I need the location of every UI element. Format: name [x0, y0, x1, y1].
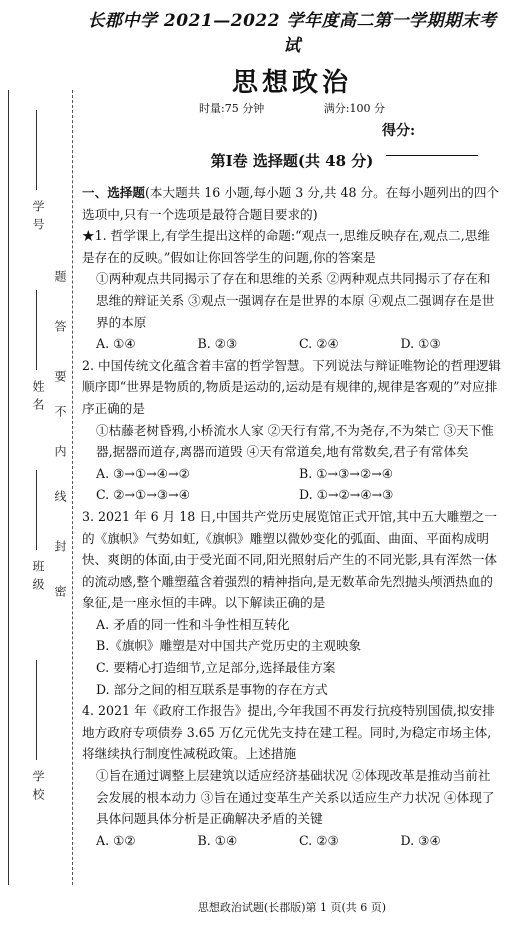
binding-margin: [0, 0, 78, 925]
question-2-options-row-1: [82, 463, 502, 485]
seal-char-3: 要: [53, 370, 67, 388]
field-class: 班级: [31, 560, 45, 596]
question-3-option-c[interactable]: C. 要精心打造细节,立足部分,选择最佳方案: [96, 660, 336, 676]
question-3-option-a[interactable]: A. 矛盾的同一性和斗争性相互转化: [96, 616, 290, 632]
exam-full-score: 满分:100 分: [323, 102, 385, 115]
field-class-line: [36, 470, 37, 550]
field-school-line: [36, 660, 37, 760]
question-2-items: ①枯藤老树昏鸦,小桥流水人家 ②天行有常,不为尧存,不为桀亡 ③天下惟器,据器而道存,离器而道毁 ④天有常道矣,地有常数矣,君子有常体矣: [96, 422, 494, 460]
score-label: 得分:: [382, 123, 416, 139]
question-1-option-b[interactable]: B. ②③: [197, 336, 238, 352]
seal-char-7: 封: [53, 540, 67, 558]
question-4-option-a[interactable]: A. ①②: [96, 832, 136, 848]
question-2-option-b[interactable]: B. ①→③→②→④: [299, 465, 394, 481]
question-3-option-d[interactable]: D. 部分之间的相互联系是事物的存在方式: [96, 681, 328, 697]
question-3-option-b[interactable]: B.《旗帜》雕塑是对中国共产党历史的主观映象: [96, 638, 362, 654]
instructions: [82, 182, 502, 225]
field-name: 姓名: [31, 380, 45, 416]
question-1-option-a[interactable]: A. ①④: [96, 336, 136, 352]
field-student-id-line: [36, 110, 37, 190]
question-4-options: [82, 830, 502, 852]
question-4-option-d[interactable]: D. ③④: [400, 832, 441, 848]
seal-char-5: 内: [53, 445, 67, 463]
exam-page: [82, 0, 502, 925]
question-4-stem: 4. 2021 年《政府工作报告》提出,今年我国不再发行抗疫特别国债,拟安排地方政府专项债券 3.65 万亿元优先支持在建工程。同时,为稳定市场主体,将继续执行制度性减税政策。上述措施: [82, 703, 495, 762]
seal-char-6: 线: [53, 490, 67, 508]
section-title: 第Ⅰ卷 选择题(共 48 分): [210, 152, 374, 170]
question-1-stem: ★1. 哲学课上,有学生提出这样的命题:“观点一,思维反映存在,观点二,思维是存在的反映。”假如让你回答学生的问题,你的答案是: [82, 228, 490, 265]
exam-time: 时量:75 分钟: [199, 102, 265, 115]
question-4-option-b[interactable]: B. ①④: [197, 832, 238, 848]
question-2-options-row-2: [82, 484, 502, 506]
seal-char-4: 不: [53, 405, 67, 423]
seal-char-1: 题: [53, 270, 67, 288]
question-1-items: ①两种观点共同揭示了存在和思维的关系 ②两种观点共同揭示了存在和思维的辩证关系 ③观点一强调存在是世界的本原 ④观点二强调存在是世界的本原: [96, 271, 495, 330]
field-school: 学校: [31, 770, 45, 806]
question-2-option-a[interactable]: A. ③→①→④→②: [96, 465, 190, 481]
seal-char-2: 答: [53, 320, 67, 338]
instructions-head: 一、选择题: [82, 185, 145, 200]
question-4-option-c[interactable]: C. ②③: [299, 832, 339, 848]
seal-char-8: 密: [53, 585, 67, 603]
question-4-items: ①旨在通过调整上层建筑以适应经济基础状况 ②体现改革是推动当前社会发展的根本动力 ③旨在通过变革生产关系以适应生产力状况 ④体现了具体问题具体分析是正确解决矛盾的关键: [96, 768, 495, 827]
margin-solid-line: [8, 90, 9, 885]
field-name-line: [36, 290, 37, 370]
question-2-option-c[interactable]: C. ②→①→③→④: [96, 487, 191, 503]
instructions-text: (本大题共 16 小题,每小题 3 分,共 48 分。在每小题列出的四个选项中,只有一个选项是最符合题目要求的): [82, 185, 500, 222]
field-student-id: 学号: [31, 200, 45, 236]
question-3-stem: 3. 2021 年 6 月 18 日,中国共产党历史展览馆正式开馆,其中五大雕塑之一的《旗帜》气势如虹,《旗帜》雕塑以微妙变化的弧面、曲面、平面构成明快、爽朗的体面,由于受光面不同,阳光照射后产生的不同光影,具有浑然一体的流动感,整个雕塑蕴含着强烈的精神指向,是无数革命先烈抛头颅洒热血的象征,是一座永恒的丰碑。以下解读正确的是: [82, 508, 498, 611]
exam-meta: [82, 100, 502, 116]
question-1-option-c[interactable]: C. ②④: [299, 336, 339, 352]
subject-title: 思想政治: [231, 68, 352, 98]
question-2-option-d[interactable]: D. ①→②→④→③: [299, 487, 394, 503]
exam-title: 长郡中学 2021—2022 学年度高二第一学期期末考试: [87, 11, 497, 56]
question-1-option-d[interactable]: D. ①③: [400, 336, 441, 352]
margin-dashed-line: [72, 90, 73, 885]
question-2-stem: 2. 中国传统文化蕴含着丰富的哲学智慧。下列说法与辩证唯物论的哲理逻辑顺序即“世界是物质的,物质是运动的,运动是有规律的,规律是客观的”对应排序正确的是: [82, 357, 502, 416]
question-1-options: [82, 333, 502, 355]
question-body: [82, 182, 502, 851]
page-footer: 思想政治试题(长郡版)第 1 页(共 6 页): [197, 901, 387, 914]
